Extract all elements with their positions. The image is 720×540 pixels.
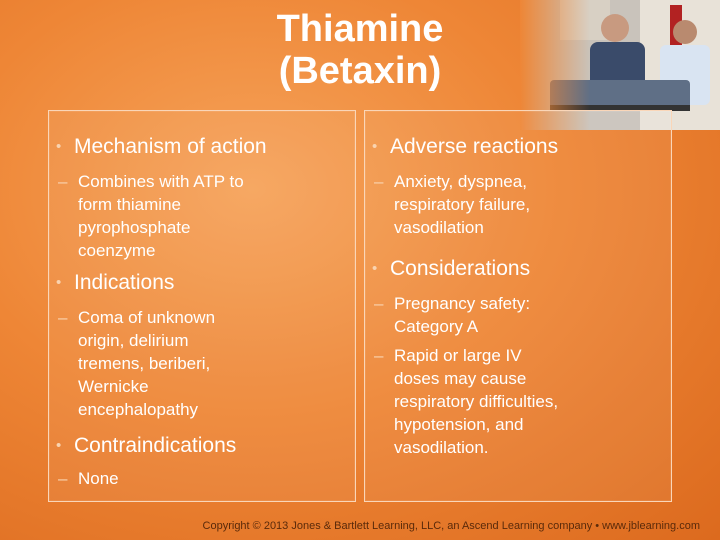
indications-section (48, 270, 348, 421)
contraindications-detail: – None (48, 467, 348, 490)
mechanism-section (48, 134, 348, 262)
mechanism-heading: • Mechanism of action (48, 134, 348, 160)
title-line-1: Thiamine (276, 8, 444, 50)
copyright-footer: Copyright © 2013 Jones & Bartlett Learning, LLC, an Ascend Learning company • www.jblearning.com (202, 520, 700, 532)
contraindications-section (48, 433, 348, 490)
adverse-heading: • Adverse reactions (364, 134, 664, 160)
considerations-heading: • Considerations (364, 256, 664, 282)
indications-detail: – Coma of unknown origin, delirium tremens, beriberi, Wernicke encephalopathy (48, 306, 253, 421)
title-line-2: (Betaxin) (278, 50, 442, 92)
consideration-item-1: – Pregnancy safety: Category A (364, 292, 584, 338)
considerations-section (364, 256, 664, 459)
adverse-detail: – Anxiety, dyspnea, respiratory failure, vasodilation (364, 170, 594, 239)
indications-heading: • Indications (48, 270, 348, 296)
adverse-section (364, 134, 664, 239)
contraindications-heading: • Contraindications (48, 433, 348, 459)
mechanism-detail: – Combines with ATP to form thiamine pyrophosphate coenzyme (48, 170, 248, 262)
slide-title (0, 8, 720, 92)
consideration-item-2: – Rapid or large IV doses may cause respiratory difficulties, hypotension, and vasodilation. (364, 344, 564, 459)
